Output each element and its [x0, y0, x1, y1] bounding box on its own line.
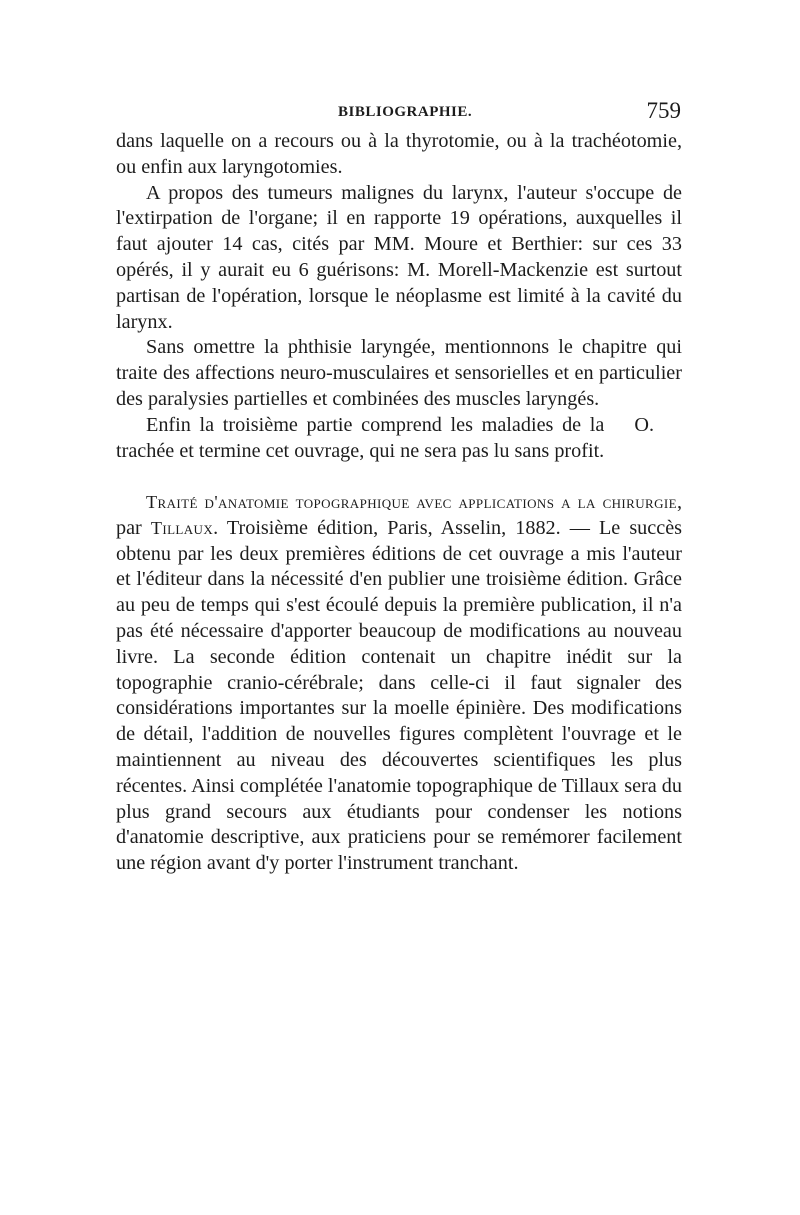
review-1-paragraph-3: Sans omettre la phthisie laryngée, mentionnons le chapitre qui traite des affections neuro-musculaires et sensorielles et en particulier des paralysies partielles et combinées des muscles laryngés.	[116, 336, 682, 410]
page-number: 759	[646, 98, 681, 123]
review-1-paragraph-1: dans laquelle on a recours ou à la thyrotomie, ou à la trachéotomie, ou enfin aux laryngotomies.	[116, 130, 682, 178]
review-signature: O.	[634, 413, 654, 436]
running-title: BIBLIOGRAPHIE.	[338, 104, 473, 120]
running-head	[116, 98, 681, 128]
review-2	[116, 490, 682, 877]
review-2-by: , par	[116, 491, 682, 539]
review-1-paragraph-4: Enfin la troisième partie comprend les maladies de la trachée et termine cet ouvrage, qui ne sera pas lu sans profit.	[116, 413, 605, 462]
review-1-closing	[116, 413, 682, 465]
review-2-paragraph	[116, 490, 682, 877]
review-1-paragraph-2: A propos des tumeurs malignes du larynx, l'auteur s'occupe de l'extirpation de l'organe; il en rapporte 19 opérations, auxquelles il faut ajouter 14 cas, cités par MM. Moure et Berthier: sur ces 33 opérés, il y aurait eu 6 guérisons: M. Morell-Mackenzie est surtout partisan de l'opération, lorsque le néoplasme est limité à la cavité du larynx.	[116, 181, 682, 333]
review-1	[116, 129, 682, 464]
review-2-body: . Troisième édition, Paris, Asselin, 1882. — Le succès obtenu par les deux premières éditions de cet ouvrage a mis l'auteur et l'éditeur dans la nécessité d'en publier une troisième édition. Grâce au peu de temps qui s'est écoulé depuis la première publication, il n'a pas été nécessaire d'apporter beaucoup de modifications au nouveau livre. La seconde édition contenait un chapitre inédit sur la topographie cranio-cérébrale; dans celle-ci il faut signaler des considérations importantes sur la moelle épinière. Des modifications de détail, l'addition de nouvelles figures complètent l'ouvrage et le maintiennent au niveau des découvertes scientifiques les plus récentes. Ainsi complétée l'anatomie topographique de Tillaux sera du plus grand secours aux étudiants pour condenser les notions d'anatomie descriptive, aux praticiens pour se remémorer facilement une région avant d'y porter l'instrument tranchant.	[116, 516, 683, 875]
review-2-author: Tillaux	[150, 517, 214, 538]
review-2-book-title: Traité d'anatomie topographique avec applications a la chirurgie	[146, 492, 677, 512]
